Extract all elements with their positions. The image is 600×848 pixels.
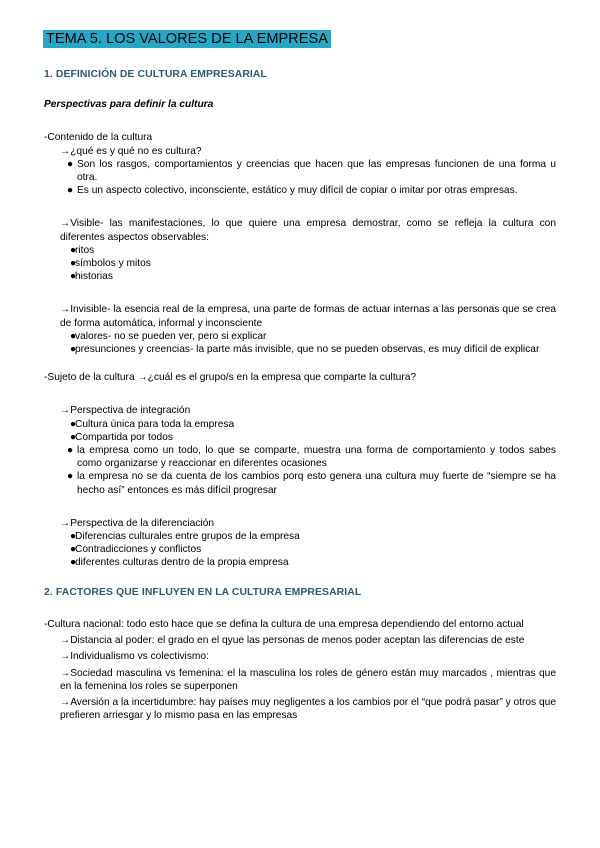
contenido-question: →¿qué es y qué no es cultura? — [60, 145, 202, 157]
bullet-icon: ● — [67, 158, 74, 170]
sujeto-label: -Sujeto de la cultura →¿cuál es el grupo/s en la empresa que comparte la cultura? — [44, 372, 417, 384]
bullet-icon: ● — [67, 185, 74, 197]
factor-item: →Distancia al poder: el grado en el qyue las personas de menos poder aceptan las diferencias de este — [60, 635, 525, 647]
diferenciacion-block — [44, 517, 556, 570]
invisible-text: →Invisible- la esencia real de la empresa, una parte de formas de actuar internas a las personas que se crea de forma automática, informal y inconsciente — [60, 304, 556, 329]
visible-text: →Visible- las manifestaciones, lo que quiere una empresa demostrar, como se refleja la cultura con diferentes aspectos observables: — [60, 218, 556, 243]
list-item: ● símbolos y mitos — [70, 258, 151, 270]
list-item: ● Compartida por todos — [70, 431, 173, 443]
bullet-icon: ● — [70, 330, 77, 342]
list-item: ● diferentes culturas dentro de la propia empresa — [70, 557, 289, 569]
list-item: ● la empresa como un todo, lo que se comparte, muestra una forma de comportamiento y todos sabes como organizarse y reaccionar en diferentes ocasiones — [67, 445, 556, 470]
list-item: ● Contradicciones y conflictos — [70, 544, 202, 556]
bullet-icon: ● — [70, 557, 77, 569]
bullet-icon: ● — [70, 244, 77, 256]
contenido-block — [44, 131, 556, 197]
section-1-heading: 1. DEFINICIÓN DE CULTURA EMPRESARIAL — [44, 69, 267, 80]
invisible-block — [44, 303, 556, 356]
page-title: TEMA 5. LOS VALORES DE LA EMPRESA — [43, 30, 331, 48]
section-1-subheading: Perspectivas para definir la cultura — [44, 99, 214, 111]
factor-item: →Individualismo vs colectivismo: — [60, 651, 209, 663]
integracion-label: →Perspectiva de integración — [60, 405, 191, 417]
integracion-block — [44, 404, 556, 496]
list-item: ● ritos — [70, 244, 95, 256]
list-item: ● Son los rasgos, comportamientos y creencias que hacen que las empresas funcionen de una forma u otra. — [67, 158, 556, 184]
factor-item: →Sociedad masculina vs femenina: el la masculina los roles de género están muy marcados , mientras que en la femenina los roles se superponen — [60, 667, 556, 692]
factor-item: →Aversión a la incertidumbre: hay países muy negligentes a los cambios por el “que podrá pasar” y otros que prefieren arriesgar y lo mismo pasa en las empresas — [60, 696, 556, 722]
document-page — [44, 30, 556, 722]
bullet-icon: ● — [70, 531, 77, 543]
list-item: ● Cultura única para toda la empresa — [70, 418, 235, 430]
bullet-icon: ● — [70, 344, 77, 356]
bullet-icon: ● — [70, 271, 77, 283]
list-item: ● presunciones y creencias- la parte más invisible, que no se pueden observas, es muy difícil de explicar — [70, 344, 540, 356]
section-2-heading: 2. FACTORES QUE INFLUYEN EN LA CULTURA EMPRESARIAL — [44, 586, 362, 598]
diferenciacion-label: →Perspectiva de la diferenciación — [60, 517, 215, 529]
cultura-nacional-text: -Cultura nacional: todo esto hace que se defina la cultura de una empresa dependiendo del entorno actual — [44, 618, 524, 630]
list-item: ● Es un aspecto colectivo, inconsciente, estático y muy difícil de copiar o imitar por otras empresas. — [67, 185, 518, 197]
bullet-icon: ● — [67, 445, 74, 457]
bullet-icon: ● — [67, 471, 74, 483]
bullet-icon: ● — [70, 258, 77, 270]
bullet-icon: ● — [70, 431, 77, 443]
list-item: ● valores- no se pueden ver, pero si explicar — [70, 330, 267, 342]
bullet-icon: ● — [70, 544, 77, 556]
visible-block — [44, 217, 556, 283]
list-item: ● historias — [70, 271, 113, 283]
bullet-icon: ● — [70, 418, 77, 430]
list-item: ● Diferencias culturales entre grupos de la empresa — [70, 531, 300, 543]
list-item: ● la empresa no se da cuenta de los cambios porq esto genera una cultura muy fuerte de “siempre se ha hecho así” entonces es más difícil progresar — [67, 471, 556, 496]
contenido-label: -Contenido de la cultura — [44, 132, 153, 144]
